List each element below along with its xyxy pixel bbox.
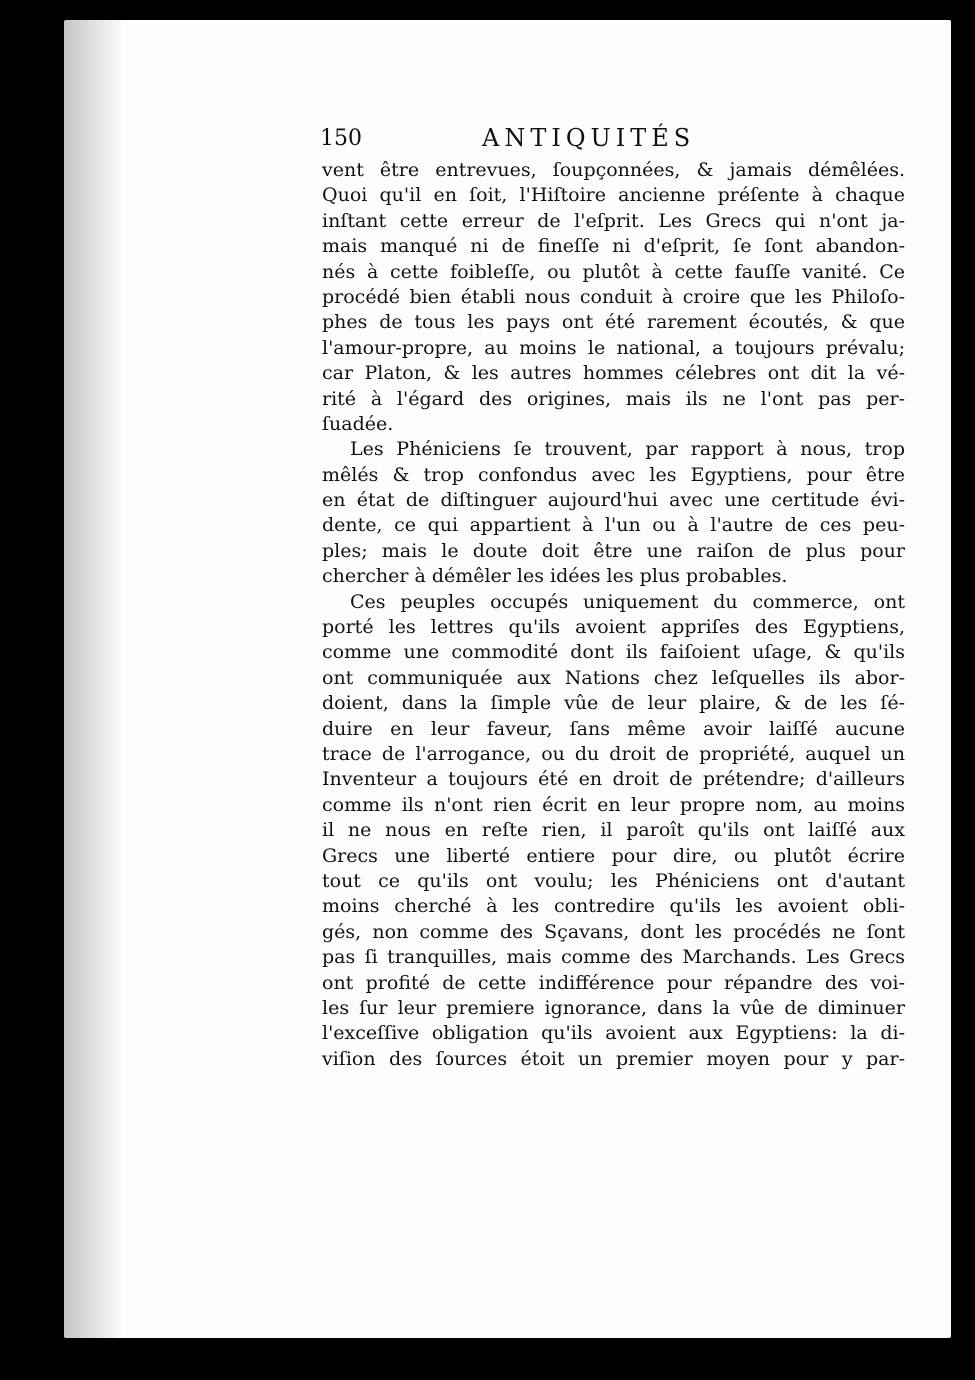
- text-line: comme une commodité dont ils faiſoient uſage, & qu'ils: [322, 641, 905, 664]
- text-line: rité à l'égard des origines, mais ils ne l'ont pas per-: [322, 387, 905, 410]
- text-line: Quoi qu'il en ſoit, l'Hiſtoire ancienne préſente à chaque: [322, 184, 905, 207]
- text-line: Ces peuples occupés uniquement du commerce, ont: [350, 590, 905, 613]
- text-line: Grecs une liberté entiere pour dire, ou plutôt écrire: [322, 844, 905, 867]
- text-line: procédé bien établi nous conduit à croire que les Philoſo-: [322, 285, 905, 308]
- text-line: ſuadée.: [322, 412, 394, 435]
- text-line: moins cherché à les contredire qu'ils les avoient obli-: [322, 895, 905, 918]
- text-line: en état de diſtinguer aujourd'hui avec une certitude évi-: [322, 489, 905, 512]
- text-line: ont communiquée aux Nations chez leſquelles ils abor-: [322, 666, 905, 689]
- text-line: mêlés & trop confondus avec les Egyptiens, pour être: [322, 463, 905, 486]
- text-line: phes de tous les pays ont été rarement écoutés, & que: [322, 311, 905, 334]
- page-header: [320, 126, 905, 160]
- text-line: chercher à démêler les idées les plus probables.: [322, 565, 788, 588]
- text-line: trace de l'arrogance, ou du droit de propriété, auquel un: [322, 742, 905, 765]
- text-line: ont profité de cette indifférence pour répandre des voi-: [322, 971, 905, 994]
- text-line: dente, ce qui appartient à l'un ou à l'autre de ces peu-: [322, 514, 905, 537]
- text-line: les ſur leur premiere ignorance, dans la vûe de diminuer: [322, 996, 905, 1019]
- text-line: il ne nous en reſte rien, il paroît qu'ils ont laiſſé aux: [322, 819, 905, 842]
- text-line: ples; mais le doute doit être une raiſon de plus pour: [322, 539, 905, 562]
- text-line: vent être entrevues, ſoupçonnées, & jamais démêlées.: [322, 159, 905, 181]
- page-number: 150: [320, 126, 362, 151]
- text-line: car Platon, & les autres hommes célebres ont dit la vé-: [322, 362, 905, 385]
- running-title: ANTIQUITÉS: [482, 124, 696, 152]
- text-line: duire en leur faveur, ſans même avoir laiſſé aucune: [322, 717, 905, 740]
- text-line: gés, non comme des Sçavans, dont les procédés ne ſont: [322, 920, 905, 943]
- text-line: viſion des ſources étoit un premier moyen pour y par-: [322, 1047, 905, 1070]
- text-line: doient, dans la ſimple vûe de leur plaire, & de les ſé-: [322, 692, 905, 715]
- text-line: Inventeur a toujours été en droit de prétendre; d'ailleurs: [322, 768, 905, 791]
- text-line: pas ſi tranquilles, mais comme des Marchands. Les Grecs: [322, 946, 905, 969]
- body-text: [322, 158, 905, 1072]
- text-line: porté les lettres qu'ils avoient appriſes des Egyptiens,: [322, 616, 905, 639]
- text-line: comme ils n'ont rien écrit en leur propre nom, au moins: [322, 793, 905, 816]
- text-line: tout ce qu'ils ont voulu; les Phéniciens ont d'autant: [322, 869, 905, 892]
- text-line: l'amour-propre, au moins le national, a toujours prévalu;: [322, 336, 905, 359]
- text-line: mais manqué ni de fineſſe ni d'eſprit, ſe ſont abandon-: [322, 235, 905, 258]
- text-line: inſtant cette erreur de l'eſprit. Les Grecs qui n'ont ja-: [322, 209, 905, 232]
- text-line: nés à cette foibleſſe, ou plutôt à cette fauſſe vanité. Ce: [322, 260, 905, 283]
- text-line: l'exceſſive obligation qu'ils avoient aux Egyptiens: la di-: [322, 1022, 905, 1045]
- text-line: Les Phéniciens ſe trouvent, par rapport à nous, trop: [350, 438, 905, 461]
